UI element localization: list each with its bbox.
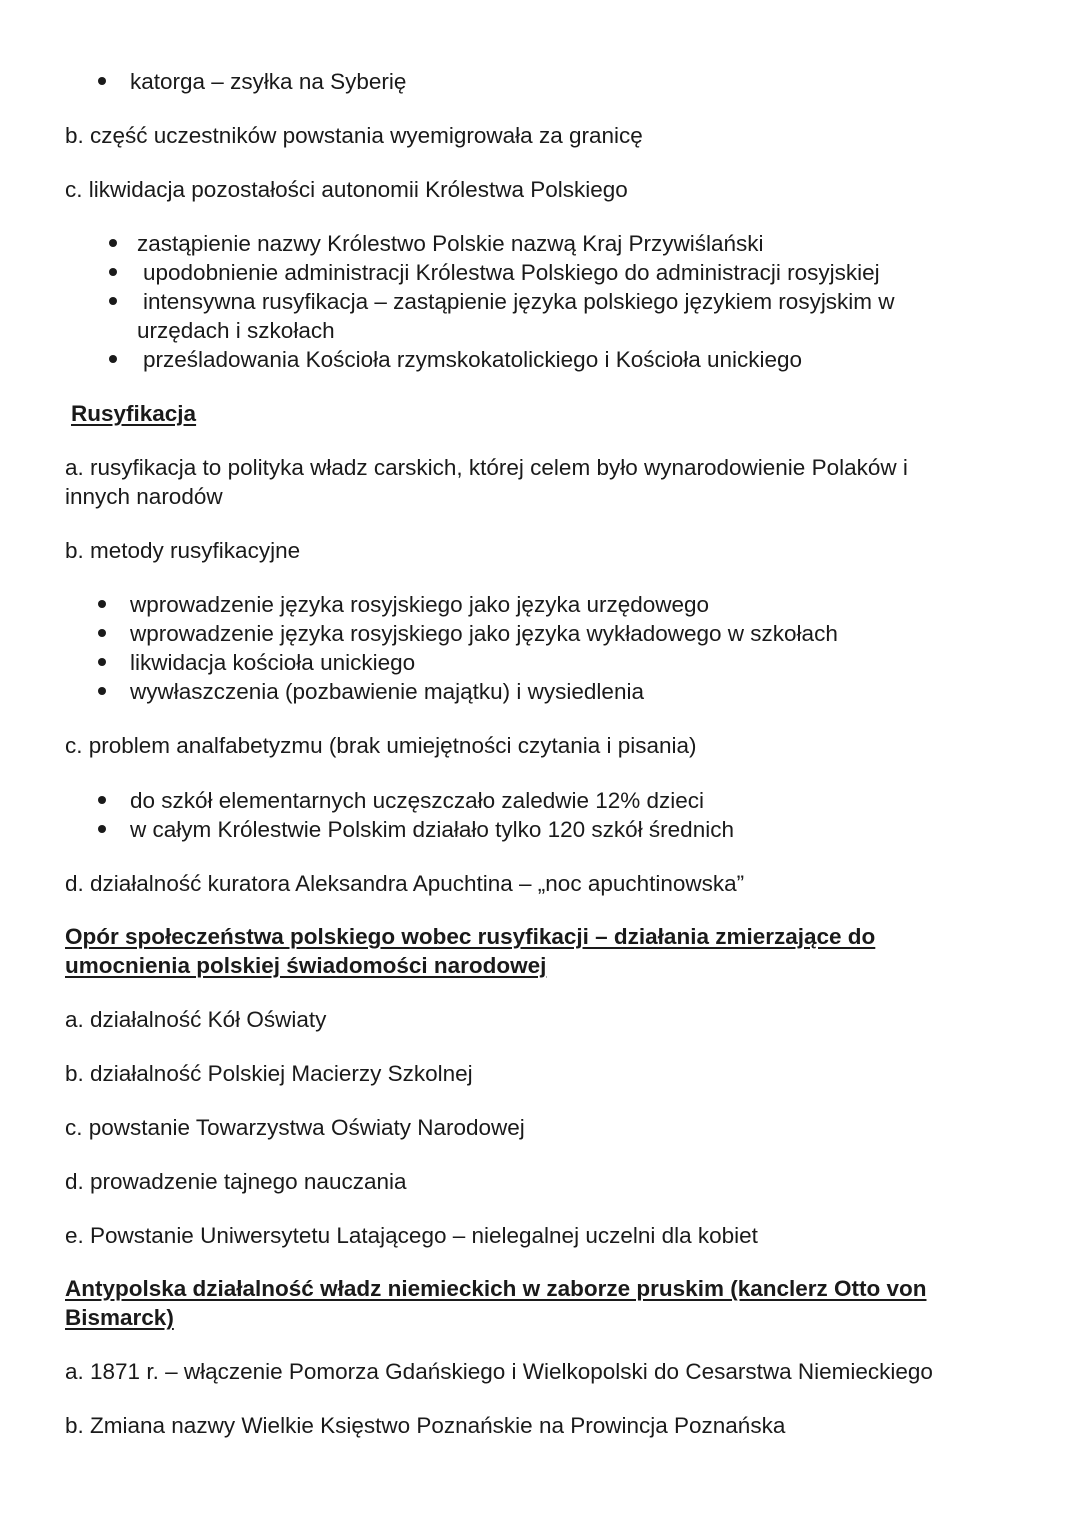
bullet-dot [109, 355, 117, 363]
bullet-dot [98, 658, 106, 666]
list-item: a. 1871 r. – włączenie Pomorza Gdańskiego i Wielkopolski do Cesarstwa Niemieckiego [65, 1359, 933, 1384]
section-heading-rusyfikacja: Rusyfikacja [71, 401, 197, 426]
bullet-dot [109, 239, 117, 247]
bullet-dot [98, 796, 106, 804]
list-item: b. Zmiana nazwy Wielkie Księstwo Poznańskie na Prowincja Poznańska [65, 1413, 786, 1438]
list-item-continuation: urzędach i szkołach [137, 318, 335, 343]
list-item: wprowadzenie języka rosyjskiego jako języka urzędowego [130, 592, 710, 617]
list-item: a. działalność Kół Oświaty [65, 1007, 327, 1032]
bullet-dot [98, 77, 106, 85]
list-item: zastąpienie nazwy Królestwo Polskie nazwą Kraj Przywiślański [137, 231, 764, 256]
bullet-dot [98, 600, 106, 608]
paragraph: innych narodów [65, 484, 223, 509]
list-item: upodobnienie administracji Królestwa Polskiego do administracji rosyjskiej [143, 260, 880, 285]
list-item: b. działalność Polskiej Macierzy Szkolnej [65, 1061, 473, 1086]
section-heading-antypolska-line2: Bismarck) [65, 1305, 174, 1330]
paragraph: d. działalność kuratora Aleksandra Apuchtina – „noc apuchtinowska” [65, 871, 745, 896]
bullet-dot [98, 687, 106, 695]
list-item: d. prowadzenie tajnego nauczania [65, 1169, 407, 1194]
list-item: katorga – zsyłka na Syberię [130, 69, 407, 94]
section-heading-opor: Opór społeczeństwa polskiego wobec rusyfikacji – działania zmierzające do [65, 924, 876, 949]
bullet-dot [109, 297, 117, 305]
section-heading-opor-line2: umocnienia polskiej świadomości narodowej [65, 953, 547, 978]
list-item: likwidacja kościoła unickiego [130, 650, 416, 675]
list-item: wywłaszczenia (pozbawienie majątku) i wysiedlenia [130, 679, 644, 704]
paragraph: c. problem analfabetyzmu (brak umiejętności czytania i pisania) [65, 733, 697, 758]
bullet-dot [98, 825, 106, 833]
list-item: e. Powstanie Uniwersytetu Latającego – nielegalnej uczelni dla kobiet [65, 1223, 758, 1248]
bullet-dot [98, 629, 106, 637]
paragraph: b. metody rusyfikacyjne [65, 538, 301, 563]
paragraph-b: b. część uczestników powstania wyemigrowała za granicę [65, 123, 643, 148]
section-heading-antypolska: Antypolska działalność władz niemieckich w zaborze pruskim (kanclerz Otto von [65, 1276, 927, 1301]
bullet-dot [109, 268, 117, 276]
list-item: w całym Królestwie Polskim działało tylko 120 szkół średnich [130, 817, 734, 842]
paragraph-c: c. likwidacja pozostałości autonomii Królestwa Polskiego [65, 177, 628, 202]
list-item: prześladowania Kościoła rzymskokatolickiego i Kościoła unickiego [143, 347, 803, 372]
paragraph: a. rusyfikacja to polityka władz carskich, której celem było wynarodowienie Polaków i [65, 455, 908, 480]
list-item: c. powstanie Towarzystwa Oświaty Narodowej [65, 1115, 525, 1140]
list-item: intensywna rusyfikacja – zastąpienie języka polskiego językiem rosyjskim w [143, 289, 895, 314]
list-item: do szkół elementarnych uczęszczało zaledwie 12% dzieci [130, 788, 705, 813]
list-item: wprowadzenie języka rosyjskiego jako języka wykładowego w szkołach [130, 621, 838, 646]
